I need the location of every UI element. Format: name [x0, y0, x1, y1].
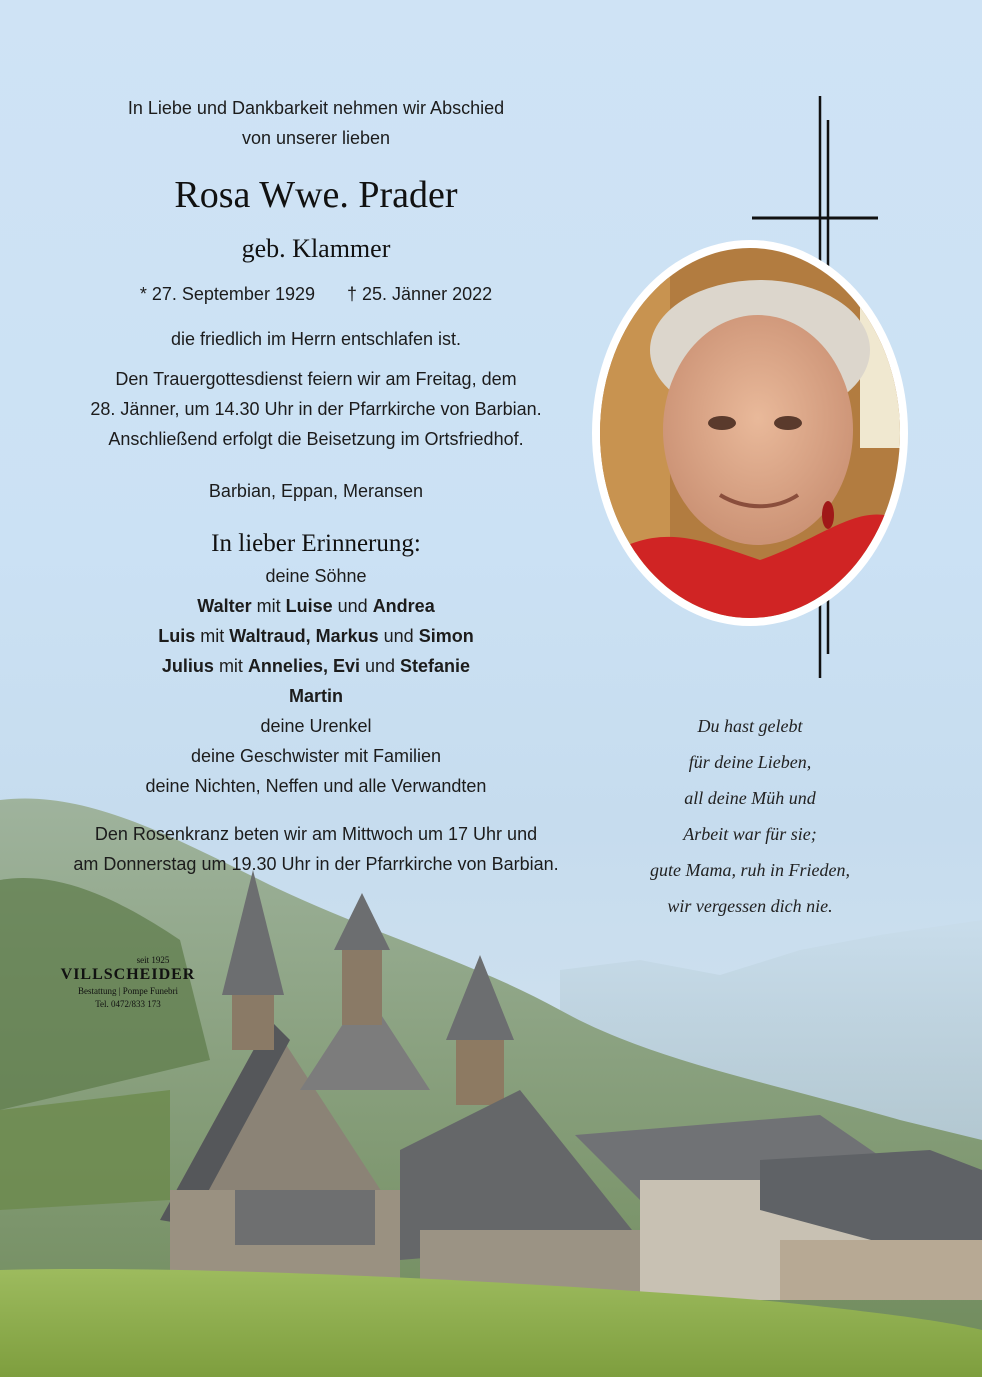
poem-line-6: wir vergessen dich nie. [667, 896, 833, 916]
poem-line-4: Arbeit war für sie; [683, 824, 817, 844]
dates-row [0, 279, 632, 309]
funeral-home-logo [58, 955, 198, 1011]
memory-heading: In lieber Erinnerung: [211, 530, 421, 557]
service-line-3: Anschließend erfolgt die Beisetzung im Ortsfriedhof. [108, 429, 524, 449]
son-line-3: Julius mit Annelies, Evi und Stefanie [161, 656, 471, 676]
rosary-line-1: Den Rosenkranz beten wir am Mittwoch um 17 Uhr und [94, 824, 538, 844]
places-block [0, 476, 632, 506]
family-other-1: deine Urenkel [260, 716, 372, 736]
sleep-text: die friedlich im Herrn entschlafen ist. [170, 329, 462, 349]
logo-name: VILLSCHEIDER [60, 966, 196, 983]
name-block [0, 173, 632, 217]
intro-line-1: In Liebe und Dankbarkeit nehmen wir Abschied [127, 98, 505, 118]
poem-block [600, 708, 900, 924]
poem-line-1: Du hast gelebt [697, 716, 803, 736]
poem-line-2: für deine Lieben, [688, 752, 812, 772]
son-line-2: Luis mit Waltraud, Markus und Simon [158, 626, 474, 646]
portrait-photo [592, 240, 908, 626]
deceased-name: Rosa Wwe. Prader [174, 174, 458, 216]
intro-line-2: von unserer lieben [241, 128, 391, 148]
maiden-block [0, 232, 632, 266]
birth-date: * 27. September 1929 [139, 284, 315, 304]
logo-since: seit 1925 [136, 955, 170, 965]
death-date: † 25. Jänner 2022 [347, 284, 493, 304]
logo-tagline: Bestattung | Pompe Funebri [77, 986, 179, 996]
sleep-line [0, 324, 632, 354]
rosary-block [0, 819, 632, 879]
places-text: Barbian, Eppan, Meransen [208, 481, 424, 501]
sons-label: deine Söhne [265, 566, 367, 586]
son-line-1: Walter mit Luise und Andrea [197, 596, 435, 616]
rosary-line-2: am Donnerstag um 19.30 Uhr in der Pfarrkirche von Barbian. [73, 854, 559, 874]
logo-phone: Tel. 0472/833 173 [95, 999, 161, 1009]
maiden-name: geb. Klammer [241, 234, 391, 263]
family-other-2: deine Geschwister mit Familien [190, 746, 442, 766]
poem-line-5: gute Mama, ruh in Frieden, [650, 860, 850, 880]
family-other-3: deine Nichten, Neffen und alle Verwandten [145, 776, 487, 796]
son-line-4: Martin [289, 686, 343, 706]
family-list [0, 561, 632, 801]
service-block [0, 364, 632, 454]
service-line-1: Den Trauergottesdienst feiern wir am Freitag, dem [115, 369, 517, 389]
memory-heading-block [0, 527, 632, 561]
intro-block [0, 93, 632, 153]
service-line-2: 28. Jänner, um 14.30 Uhr in der Pfarrkirche von Barbian. [90, 399, 542, 419]
poem-line-3: all deine Müh und [684, 788, 816, 808]
